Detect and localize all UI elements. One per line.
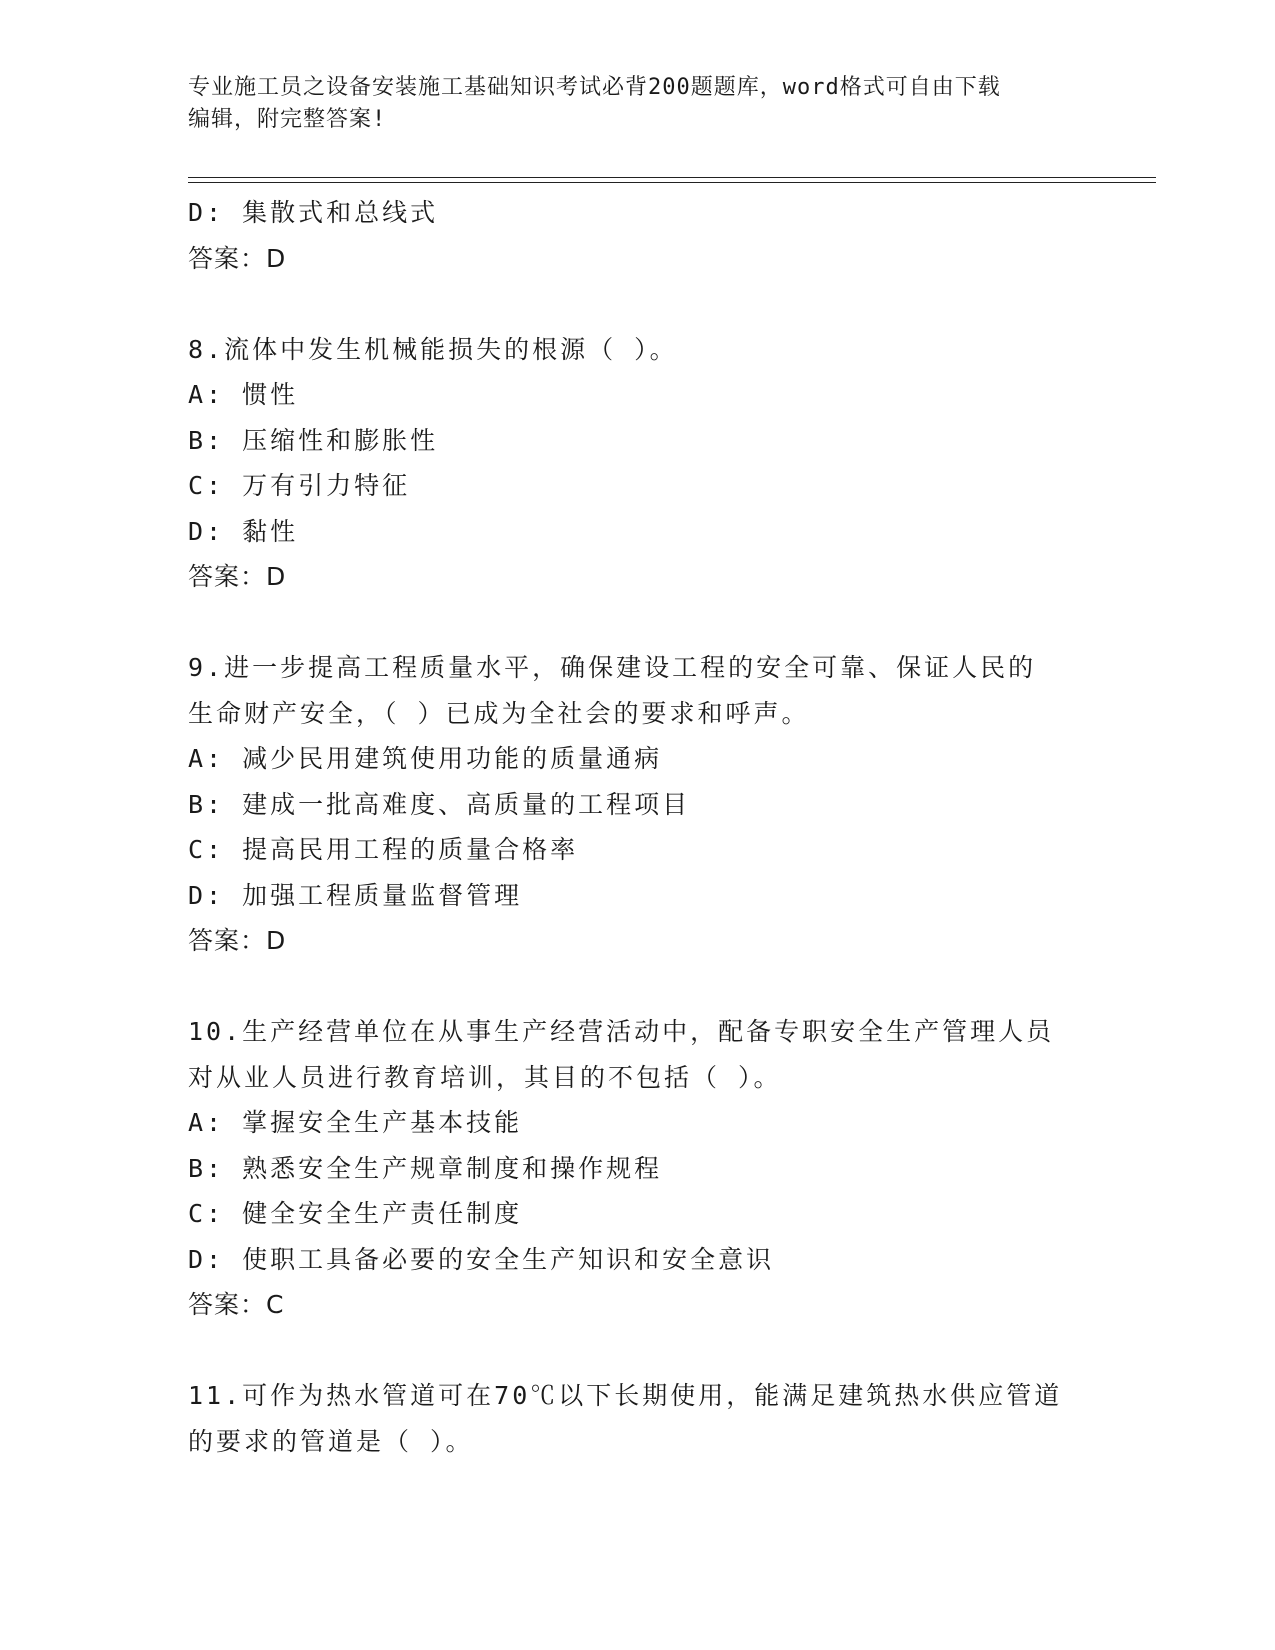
answer-line: 答案：C <box>188 1290 285 1319</box>
header-line-2: 编辑，附完整答案! <box>188 107 387 132</box>
question-text: 11.可作为热水管道可在70℃以下长期使用，能满足建筑热水供应管道 <box>188 1381 1063 1410</box>
question-block-8 <box>188 327 1088 600</box>
option-c: C: 健全安全生产责任制度 <box>188 1199 523 1228</box>
option-d: D: 使职工具备必要的安全生产知识和安全意识 <box>188 1244 775 1274</box>
option-d: D: 黏性 <box>188 516 299 546</box>
answer-line: 答案：D <box>188 243 287 273</box>
option-a: A: 掌握安全生产基本技能 <box>188 1108 523 1137</box>
answer-line: 答案：D <box>188 926 287 955</box>
answer-line: 答案：D <box>188 562 287 591</box>
block-spacer <box>188 600 1088 646</box>
question-block-10 <box>188 1009 1088 1328</box>
question-text: 9.进一步提高工程质量水平，确保建设工程的安全可靠、保证人民的 <box>188 653 1037 682</box>
question-text-continued: 的要求的管道是（ ）。 <box>188 1426 474 1456</box>
question-text-continued: 生命财产安全，（ ）已成为全社会的要求和呼声。 <box>188 698 810 728</box>
block-spacer <box>188 281 1088 327</box>
option-b: B: 熟悉安全生产规章制度和操作规程 <box>188 1153 663 1183</box>
question-block-11 <box>188 1373 1088 1464</box>
option-a: A: 惯性 <box>188 380 299 409</box>
page-header <box>188 72 1088 136</box>
question-block-7 <box>188 190 1088 281</box>
option-d: D: 加强工程质量监督管理 <box>188 880 523 910</box>
question-text-continued: 对从业人员进行教育培训，其目的不包括（ ）。 <box>188 1062 782 1092</box>
block-spacer <box>188 964 1088 1010</box>
header-divider-bottom <box>188 182 1156 183</box>
question-text: 8.流体中发生机械能损失的根源（ ）。 <box>188 334 678 364</box>
option-d: D: 集散式和总线式 <box>188 198 439 227</box>
header-line-1: 专业施工员之设备安装施工基础知识考试必背200题题库，word格式可自由下载 <box>188 75 1001 100</box>
option-b: B: 建成一批高难度、高质量的工程项目 <box>188 789 691 819</box>
question-block-9 <box>188 645 1088 964</box>
question-text: 10.生产经营单位在从事生产经营活动中，配备专职安全生产管理人员 <box>188 1017 1055 1046</box>
option-c: C: 提高民用工程的质量合格率 <box>188 835 579 864</box>
block-spacer <box>188 1328 1088 1374</box>
question-list <box>188 190 1088 1464</box>
header-divider-top <box>188 177 1156 178</box>
option-a: A: 减少民用建筑使用功能的质量通病 <box>188 744 663 773</box>
option-c: C: 万有引力特征 <box>188 471 411 500</box>
option-b: B: 压缩性和膨胀性 <box>188 425 439 455</box>
